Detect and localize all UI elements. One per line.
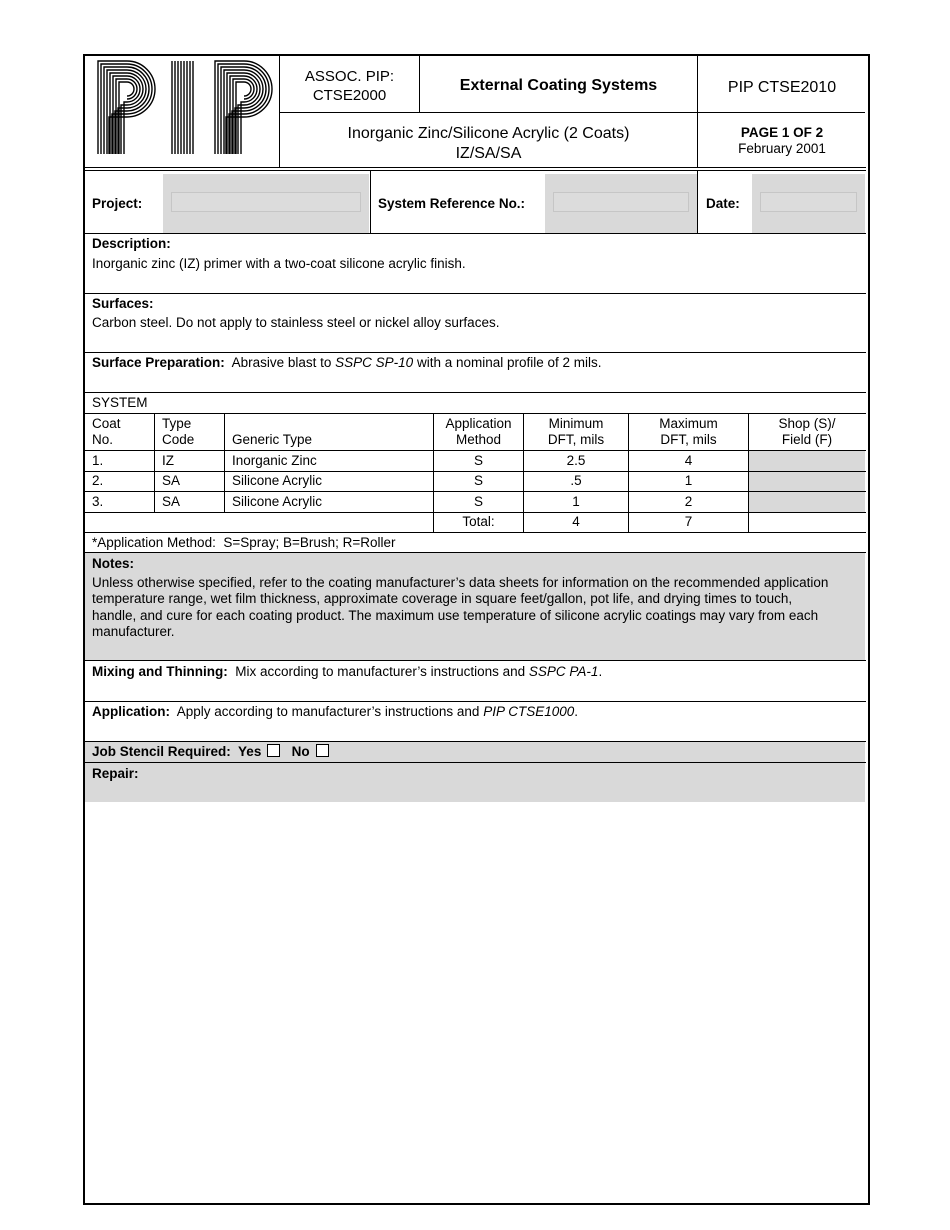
repair-section[interactable] xyxy=(85,763,865,802)
notes-line-4: manufacturer. xyxy=(92,624,175,639)
project-label: Project: xyxy=(92,196,143,211)
row-coat-no: 3. xyxy=(92,494,104,509)
row-coat-no: 1. xyxy=(92,453,104,468)
date-label: Date: xyxy=(706,196,740,211)
application-method-footnote: *Application Method: S=Spray; B=Brush; R=Roller xyxy=(92,535,396,550)
row-type-code: SA xyxy=(162,494,181,509)
row-application-method: S xyxy=(473,473,483,488)
row-min-dft: .5 xyxy=(570,473,582,488)
stencil-yes-checkbox[interactable] xyxy=(267,744,280,757)
application-text: Apply according to manufacturer’s instructions and xyxy=(176,704,480,719)
mixing-end: . xyxy=(598,664,603,679)
total-max-dft: 7 xyxy=(684,514,693,529)
surface-preparation xyxy=(92,355,602,371)
surface-preparation-label: Surface Preparation: xyxy=(92,355,225,370)
surfaces-text: Carbon steel. Do not apply to stainless steel or nickel alloy surfaces. xyxy=(92,315,500,330)
row-max-dft: 4 xyxy=(684,453,693,468)
notes-line-2: temperature range, wet film thickness, approximate coverage in square feet/gallon, pot life, and drying times to touch, xyxy=(92,591,793,606)
pip-logo xyxy=(95,58,273,156)
description-text: Inorganic zinc (IZ) primer with a two-coat silicone acrylic finish. xyxy=(92,256,466,271)
application-ref: PIP CTSE1000 xyxy=(483,704,575,719)
project-field[interactable] xyxy=(163,174,369,233)
notes-line-3: handle, and cure for each coating product. The maximum use temperature of silicone acrylic coatings may vary from each xyxy=(92,608,819,623)
mixing-ref: SSPC PA-1 xyxy=(528,664,599,679)
row-min-dft: 1 xyxy=(572,494,580,509)
notes-line-1: Unless otherwise specified, refer to the coating manufacturer’s data sheets for information on the recommended application xyxy=(92,575,829,590)
col-min-dft xyxy=(524,416,628,448)
application-end: . xyxy=(574,704,579,719)
row-min-dft: 2.5 xyxy=(566,453,586,468)
assoc-label: ASSOC. PIP: xyxy=(304,68,395,85)
col-coat-no xyxy=(92,416,121,448)
surfaces-label: Surfaces: xyxy=(92,296,154,311)
row-max-dft: 1 xyxy=(684,473,693,488)
row-generic-type: Silicone Acrylic xyxy=(232,494,323,509)
row-generic-type: Inorganic Zinc xyxy=(232,453,317,468)
col-shop-field-line2: Field (F) xyxy=(781,432,833,447)
col-max-dft-line2: DFT, mils xyxy=(660,432,717,447)
mixing-thinning xyxy=(92,664,602,680)
row-coat-no: 2. xyxy=(92,473,104,488)
col-min-dft-line2: DFT, mils xyxy=(547,432,605,447)
col-application-method xyxy=(434,416,523,448)
mixing-text: Mix according to manufacturer’s instructions and xyxy=(235,664,526,679)
row-max-dft: 2 xyxy=(684,494,693,509)
system-label: SYSTEM xyxy=(92,395,148,410)
shop-field-column-fill xyxy=(749,451,865,512)
surface-preparation-text: Abrasive blast to xyxy=(231,355,332,370)
col-generic-type: Generic Type xyxy=(232,432,313,447)
row-type-code: SA xyxy=(162,473,181,488)
col-shop-field xyxy=(749,416,865,448)
total-label: Total: xyxy=(462,514,495,529)
col-type-code xyxy=(162,416,194,448)
stencil-no-label: No xyxy=(291,744,310,759)
application-label: Application: xyxy=(92,704,170,719)
application xyxy=(92,704,578,720)
row-generic-type: Silicone Acrylic xyxy=(232,473,323,488)
stencil-yes-label: Yes xyxy=(238,744,262,759)
col-type-code-line2: Code xyxy=(162,432,195,447)
col-shop-field-line1: Shop (S)/ xyxy=(778,416,836,431)
system-code: IZ/SA/SA xyxy=(455,145,522,162)
notes-label: Notes: xyxy=(92,556,135,571)
job-stencil xyxy=(92,744,329,760)
issue-date: February 2001 xyxy=(738,141,826,156)
stencil-no-checkbox[interactable] xyxy=(316,744,329,757)
date-field[interactable] xyxy=(752,174,865,233)
mixing-label: Mixing and Thinning: xyxy=(92,664,228,679)
col-type-code-line1: Type xyxy=(162,416,192,431)
row-type-code: IZ xyxy=(162,453,174,468)
col-application-method-line2: Method xyxy=(455,432,502,447)
job-stencil-label: Job Stencil Required: xyxy=(92,744,231,759)
col-min-dft-line1: Minimum xyxy=(548,416,604,431)
surface-preparation-ref: SSPC SP-10 xyxy=(335,355,414,370)
document-id: PIP CTSE2010 xyxy=(727,79,837,96)
col-coat-no-line1: Coat xyxy=(92,416,121,431)
total-min-dft: 4 xyxy=(572,514,580,529)
row-application-method: S xyxy=(473,494,483,509)
col-application-method-line1: Application xyxy=(445,416,512,431)
page-number: PAGE 1 OF 2 xyxy=(740,125,824,140)
col-coat-no-line2: No. xyxy=(92,432,114,447)
row-application-method: S xyxy=(473,453,483,468)
col-max-dft xyxy=(629,416,748,448)
repair-label: Repair: xyxy=(92,766,139,781)
surface-preparation-text-end: with a nominal profile of 2 mils. xyxy=(416,355,602,370)
col-max-dft-line1: Maximum xyxy=(659,416,718,431)
description-label: Description: xyxy=(92,236,171,251)
assoc-value: CTSE2000 xyxy=(312,87,387,104)
system-subtitle: Inorganic Zinc/Silicone Acrylic (2 Coats) xyxy=(347,125,630,142)
system-reference-label: System Reference No.: xyxy=(378,196,526,211)
pip-logo-icon xyxy=(95,58,273,156)
document-title: External Coating Systems xyxy=(459,77,658,94)
system-reference-field[interactable] xyxy=(545,174,697,233)
